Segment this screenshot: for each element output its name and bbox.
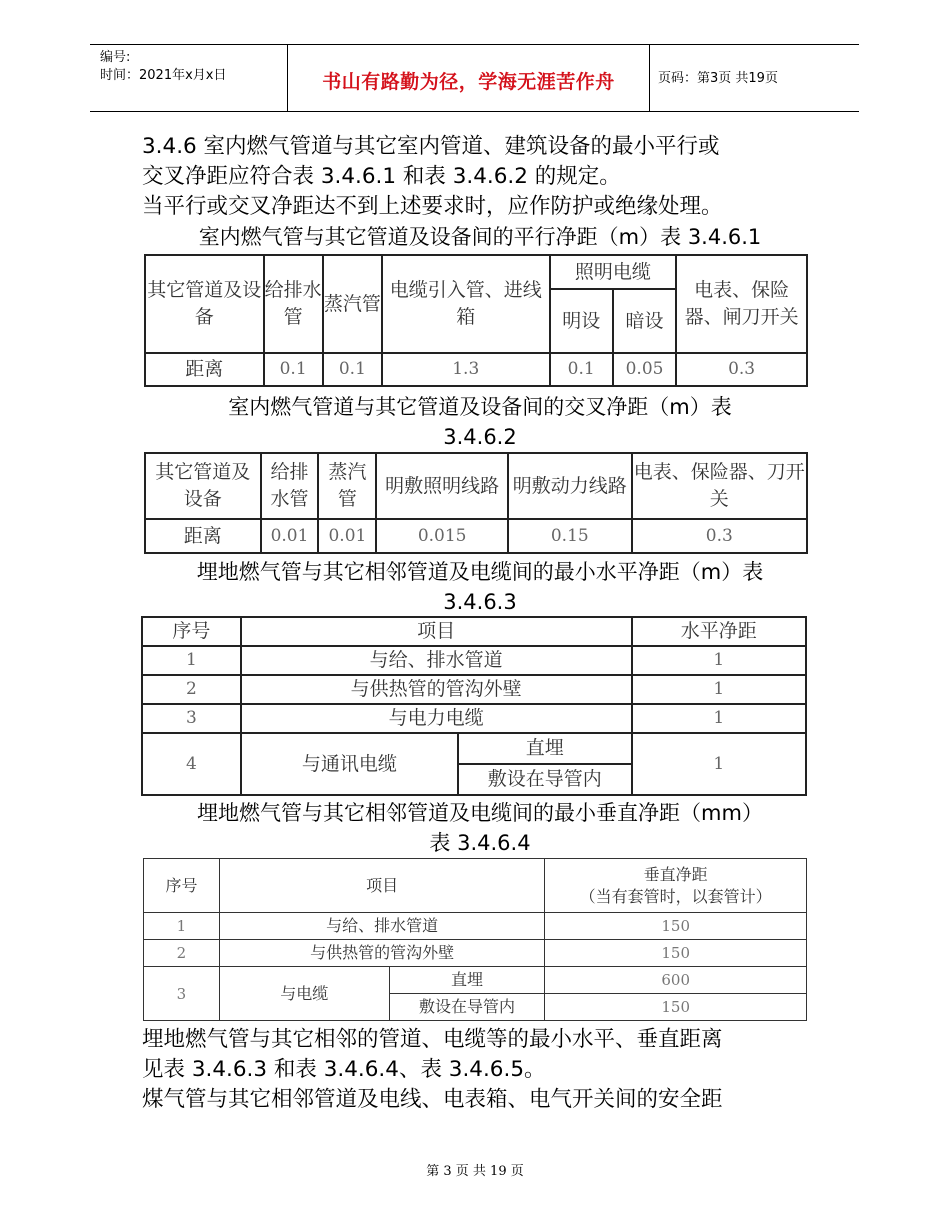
header-motto-cell xyxy=(288,45,650,111)
table-header-cell: 电表、保险器、闸刀开关 xyxy=(676,255,807,353)
table-cell: 1 xyxy=(632,675,807,704)
table-header-cell: 项目 xyxy=(219,859,544,913)
page-footer: 第 3 页 共 19 页 xyxy=(426,1164,524,1179)
table-header-cell: 明敷动力线路 xyxy=(508,453,632,519)
table-header-cell: 电缆引入管、进线箱 xyxy=(382,255,550,353)
table2-caption-line2: 3.4.6.2 xyxy=(443,425,517,449)
paragraph-3-4-6-line1: 3.4.6 室内燃气管道与其它室内管道、建筑设备的最小平行或 xyxy=(142,134,720,159)
table-cell: 0.3 xyxy=(632,519,807,553)
table1-caption: 室内燃气管与其它管道及设备间的平行净距（m）表 3.4.6.1 xyxy=(198,225,762,249)
table-cell: 敷设在导管内 xyxy=(458,764,631,795)
paragraph-protection-note: 当平行或交叉净距达不到上述要求时，应作防护或绝缘处理。 xyxy=(142,194,723,219)
table-cell: 600 xyxy=(545,967,807,994)
table-cell: 0.05 xyxy=(613,353,676,386)
table4-caption-line1: 埋地燃气管与其它相邻管道及电缆间的最小垂直净距（mm） xyxy=(197,801,763,825)
table-row-label: 距离 xyxy=(145,353,264,386)
table-cell: 150 xyxy=(545,994,807,1021)
table-cell: 与供热管的管沟外壁 xyxy=(241,675,632,704)
table-header-cell: 蒸汽管 xyxy=(323,255,382,353)
parallel-clearance-table xyxy=(144,254,808,387)
table-cell: 2 xyxy=(144,940,220,967)
table-header-cell: 其它管道及设备 xyxy=(145,453,261,519)
table-header-cell xyxy=(545,859,807,913)
table-cell: 0.01 xyxy=(261,519,319,553)
table-cell: 2 xyxy=(142,675,241,704)
table-header-cell: 水平净距 xyxy=(632,617,807,646)
table-header-cell: 序号 xyxy=(144,859,220,913)
paragraph-gas-pipe-safety: 煤气管与其它相邻管道及电线、电表箱、电气开关间的安全距 xyxy=(142,1087,723,1112)
table-cell: 与电缆 xyxy=(219,967,389,1021)
table-header-cell: 明设 xyxy=(550,289,613,353)
document-time-label: 时间：2021年x月x日 xyxy=(100,68,227,83)
cross-clearance-table xyxy=(144,452,808,554)
table-header-note: （当有套管时，以套管计） xyxy=(579,886,772,906)
table-header-cell: 序号 xyxy=(142,617,241,646)
header-page-cell xyxy=(650,45,859,111)
table-cell: 0.01 xyxy=(318,519,376,553)
table-cell: 150 xyxy=(545,913,807,940)
table-cell: 直埋 xyxy=(458,733,631,764)
table-cell: 3 xyxy=(144,967,220,1021)
table-header-cell: 给排水管 xyxy=(261,453,319,519)
table-cell: 直埋 xyxy=(389,967,545,994)
table-cell: 1.3 xyxy=(382,353,550,386)
table-cell: 与给、排水管道 xyxy=(219,913,544,940)
table3-caption-line1: 埋地燃气管与其它相邻管道及电缆间的最小水平净距（m）表 xyxy=(196,560,764,584)
table-cell: 与供热管的管沟外壁 xyxy=(219,940,544,967)
table-cell: 0.15 xyxy=(508,519,632,553)
table-cell: 0.3 xyxy=(676,353,807,386)
table-header-cell: 项目 xyxy=(241,617,632,646)
page-header xyxy=(90,44,859,112)
table-header-cell: 蒸汽管 xyxy=(318,453,376,519)
table-cell: 4 xyxy=(142,733,241,795)
document-number-label: 编号: xyxy=(100,50,131,65)
table-cell: 0.015 xyxy=(376,519,508,553)
table2-caption-line1: 室内燃气管道与其它管道及设备间的交叉净距（m）表 xyxy=(228,395,732,419)
table4-caption-line2: 表 3.4.6.4 xyxy=(429,831,531,855)
table-cell: 与给、排水管道 xyxy=(241,646,632,675)
table-header-cell: 暗设 xyxy=(613,289,676,353)
table-cell: 与电力电缆 xyxy=(241,704,632,733)
paragraph-buried-clearance-line1: 埋地燃气管与其它相邻的管道、电缆等的最小水平、垂直距离 xyxy=(142,1027,723,1052)
table-header-cell: 明敷照明线路 xyxy=(376,453,508,519)
table-cell: 0.1 xyxy=(550,353,613,386)
table-cell: 1 xyxy=(632,733,807,795)
table-cell: 3 xyxy=(142,704,241,733)
table-cell: 1 xyxy=(632,646,807,675)
header-page-number: 页码：第3页 共19页 xyxy=(658,71,778,86)
table-header-cell: 给排水管 xyxy=(264,255,323,353)
table-cell: 1 xyxy=(632,704,807,733)
table-cell: 1 xyxy=(144,913,220,940)
table-cell: 150 xyxy=(545,940,807,967)
table-cell: 0.1 xyxy=(323,353,382,386)
header-motto: 书山有路勤为径，学海无涯苦作舟 xyxy=(322,71,615,93)
table-cell: 0.1 xyxy=(264,353,323,386)
table-header-main: 垂直净距 xyxy=(643,864,708,884)
table-header-cell: 其它管道及设备 xyxy=(145,255,264,353)
paragraph-3-4-6-line2: 交叉净距应符合表 3.4.6.1 和表 3.4.6.2 的规定。 xyxy=(142,164,621,189)
table-row-label: 距离 xyxy=(145,519,261,553)
table-cell: 与通讯电缆 xyxy=(241,733,458,795)
paragraph-buried-clearance-line2: 见表 3.4.6.3 和表 3.4.6.4、表 3.4.6.5。 xyxy=(142,1057,546,1082)
table-cell: 1 xyxy=(142,646,241,675)
horizontal-clearance-table xyxy=(141,616,807,796)
table-header-cell: 照明电缆 xyxy=(550,255,677,289)
header-meta-cell xyxy=(90,45,288,111)
vertical-clearance-table xyxy=(143,858,807,1021)
table-header-cell: 电表、保险器、刀开关 xyxy=(632,453,807,519)
table3-caption-line2: 3.4.6.3 xyxy=(443,590,517,614)
table-cell: 敷设在导管内 xyxy=(389,994,545,1021)
